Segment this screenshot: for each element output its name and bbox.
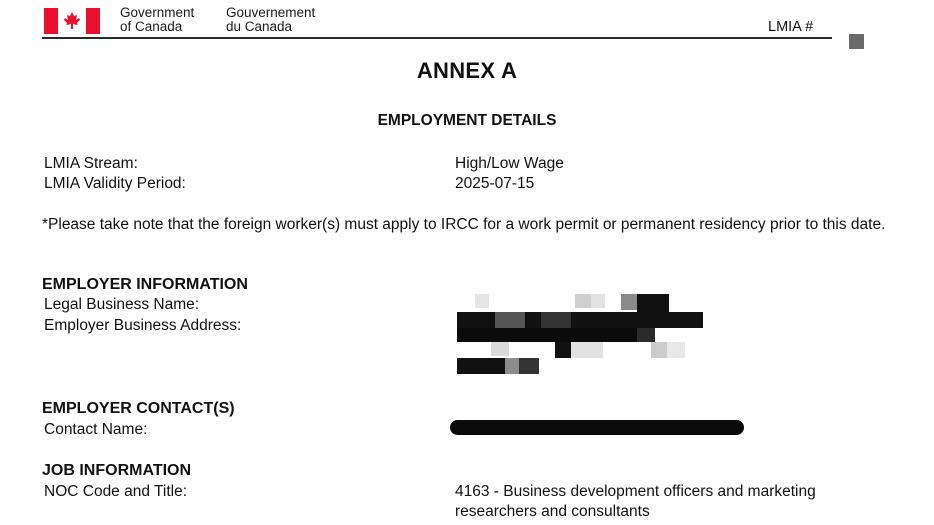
employer-contacts-heading: EMPLOYER CONTACT(S) <box>42 400 235 417</box>
noc-code-value-line1: 4163 - Business development officers and marketing <box>455 483 816 500</box>
header-rule <box>42 37 832 39</box>
lmia-stream-value: High/Low Wage <box>455 155 564 172</box>
lmia-validity-label: LMIA Validity Period: <box>44 175 186 192</box>
employer-address-label: Employer Business Address: <box>44 317 242 334</box>
contact-name-label: Contact Name: <box>44 421 148 438</box>
gov-fr-line2: du Canada <box>226 19 293 34</box>
lmia-validity-value: 2025-07-15 <box>455 175 535 192</box>
redacted-contact-name <box>450 420 744 435</box>
work-permit-note: *Please take note that the foreign worker(s) must apply to IRCC for a work permit or permanent residency prior to this date. <box>42 216 886 233</box>
page-marker <box>849 34 864 49</box>
gov-en-line1: Government <box>120 5 195 20</box>
lmia-number-label: LMIA # <box>768 19 818 35</box>
canada-flag-icon <box>44 8 100 34</box>
gov-fr-line1: Gouvernement <box>226 5 316 20</box>
redacted-employer-details <box>455 292 705 376</box>
legal-business-name-label: Legal Business Name: <box>44 296 200 313</box>
gov-en-line2: of Canada <box>120 19 183 34</box>
gov-fr-name <box>226 6 315 34</box>
lmia-stream-label: LMIA Stream: <box>44 155 138 172</box>
noc-code-value-line2: researchers and consultants <box>455 503 650 520</box>
noc-code-label: NOC Code and Title: <box>44 483 188 500</box>
section-subtitle: EMPLOYMENT DETAILS <box>377 112 557 129</box>
employer-information-heading: EMPLOYER INFORMATION <box>42 276 248 293</box>
job-information-heading: JOB INFORMATION <box>42 462 192 479</box>
gov-en-name <box>120 6 194 34</box>
page-title: ANNEX A <box>416 58 518 83</box>
